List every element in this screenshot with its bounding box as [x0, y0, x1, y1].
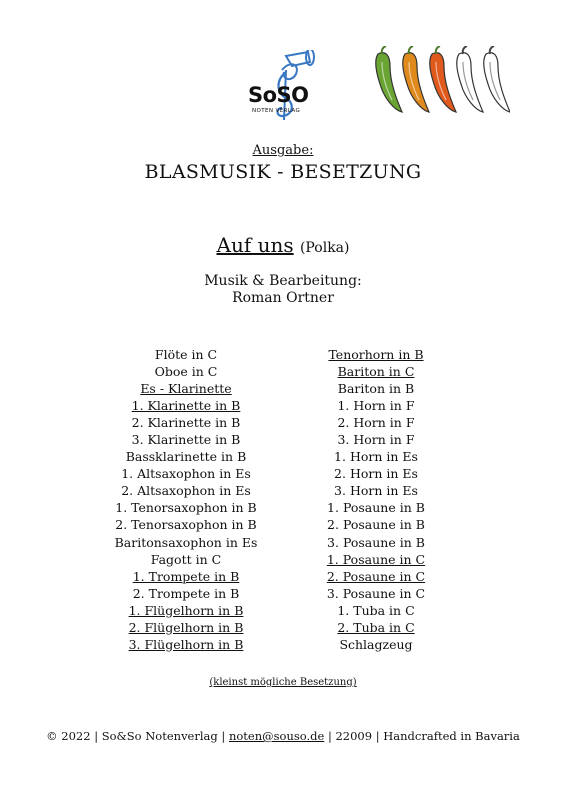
footer-prefix: © 2022 | So&So Notenverlag | — [46, 729, 229, 743]
instrument-item: Schlagzeug — [339, 636, 413, 652]
instrument-item: 2. Tuba in C — [337, 619, 415, 635]
instrument-item: 1. Tenorsaxophon in B — [115, 500, 257, 516]
instrument-item: 3. Horn in Es — [334, 483, 418, 499]
instrument-item: 2. Altsaxophon in Es — [121, 483, 251, 499]
instrument-item: 3. Posaune in B — [327, 534, 425, 550]
publisher-logo — [246, 50, 322, 124]
instrument-item: Baritonsaxophon in Es — [114, 534, 258, 550]
instrument-item: 1. Altsaxophon in Es — [121, 466, 251, 482]
credits-label: Musik & Bearbeitung: — [204, 273, 362, 289]
chili-pepper-filled-icon — [403, 46, 429, 112]
logo-subtitle: NOTEN VERLAG — [252, 108, 301, 114]
piece-genre: (Polka) — [299, 240, 350, 256]
instrument-item: Es - Klarinette — [140, 381, 232, 397]
instrument-item: Bariton in C — [337, 364, 415, 380]
instrument-item: 2. Posaune in B — [327, 517, 425, 533]
instrument-list-right — [276, 346, 476, 653]
chili-pepper-empty-icon — [457, 46, 483, 112]
footer-suffix: | 22009 | Handcrafted in Bavaria — [324, 729, 520, 743]
minimum-setup-note: (kleinst mögliche Besetzung) — [209, 677, 357, 688]
instrument-item: 3. Horn in F — [337, 432, 415, 448]
instrument-item: Tenorhorn in B — [328, 347, 424, 362]
instrument-item: 3. Flügelhorn in B — [128, 636, 244, 652]
instrument-item: 3. Posaune in C — [326, 585, 426, 601]
chili-pepper-empty-icon — [484, 46, 510, 112]
instrument-item: Bassklarinette in B — [125, 449, 247, 465]
chili-pepper-filled-icon — [430, 46, 456, 112]
edition-title: BLASMUSIK - BESETZUNG — [144, 161, 422, 183]
instrument-item: 1. Tuba in C — [337, 602, 415, 618]
instrument-item: 1. Klarinette in B — [131, 398, 241, 414]
instrument-item: Fagott in C — [150, 551, 222, 567]
logo-brand: SoSO — [248, 83, 309, 107]
instrument-item: 1. Posaune in C — [326, 551, 426, 567]
footer-email-link[interactable]: noten@souso.de — [228, 729, 325, 743]
instrument-item: 1. Flügelhorn in B — [128, 602, 244, 618]
instrument-list-left — [86, 346, 286, 653]
footer — [0, 729, 566, 743]
instrument-item: 1. Posaune in B — [327, 500, 425, 516]
instrument-item: 3. Klarinette in B — [131, 432, 241, 448]
piece-name: Auf uns — [216, 233, 294, 257]
difficulty-peppers — [368, 46, 510, 118]
instrument-item: 1. Horn in F — [337, 398, 415, 414]
credits-name: Roman Ortner — [232, 290, 334, 306]
piece-title — [0, 233, 566, 257]
instrument-item: 2. Horn in F — [337, 415, 415, 431]
instrument-item: Bariton in B — [337, 381, 415, 397]
instrument-item: 2. Posaune in C — [326, 568, 426, 584]
instrument-item: 2. Klarinette in B — [131, 415, 241, 431]
instrument-item: 2. Trompete in B — [132, 585, 240, 601]
instrument-item: 2. Flügelhorn in B — [128, 619, 244, 635]
instrument-item: Oboe in C — [154, 364, 218, 380]
instrument-item: 1. Trompete in B — [132, 568, 240, 584]
instrument-item: 2. Tenorsaxophon in B — [115, 517, 257, 533]
chili-pepper-filled-icon — [376, 46, 402, 112]
instrument-item: 1. Horn in Es — [334, 449, 418, 465]
edition-label: Ausgabe: — [252, 143, 314, 158]
instrument-item: Flöte in C — [154, 347, 218, 362]
instrument-item: 2. Horn in Es — [334, 466, 418, 482]
